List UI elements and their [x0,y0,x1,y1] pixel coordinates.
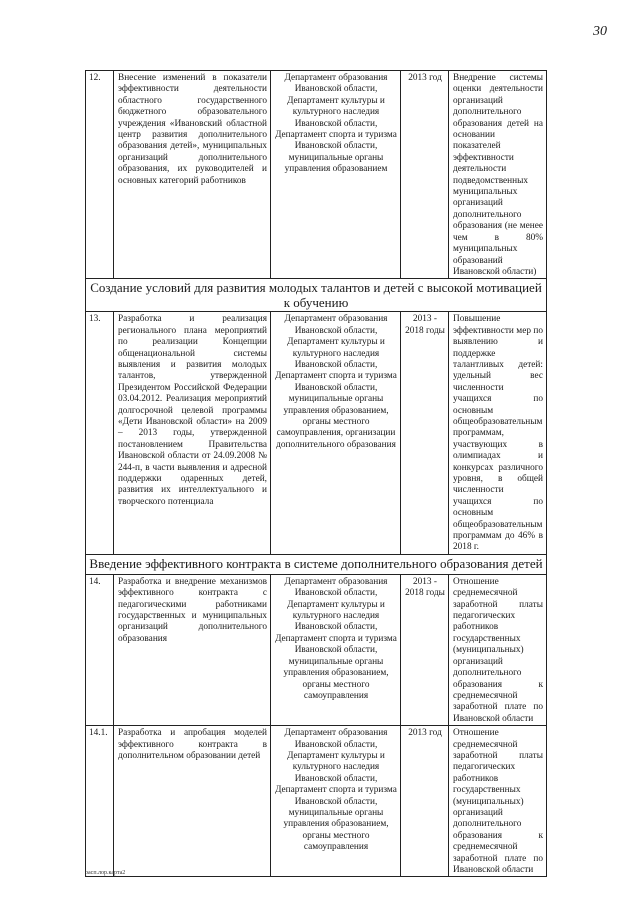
section-header-row [86,279,547,312]
responsible-cell: Департамент образования Ивановской области, Департамент культуры и культурного наследия Ивановской области, Департамент спорта и туризма Ивановской области, муниципальные органы управления образованием, органы местного самоуправления, организации дополнительного образования [271,312,401,555]
responsible-cell: Департамент образования Ивановской области, Департамент культуры и культурного наследия Ивановской области, Департамент спорта и туризма Ивановской области, муниципальные органы управления образованием, органы местного самоуправления [271,574,401,725]
term-cell: 2013 год [401,71,449,279]
section-title: Введение эффективного контракта в системе дополнительного образования детей [86,554,547,574]
table-row [86,726,547,877]
responsible-cell: Департамент образования Ивановской области, Департамент культуры и культурного наследия Ивановской области, Департамент спорта и туризма Ивановской области, муниципальные органы управления образованием, органы местного самоуправления [271,726,401,877]
result-cell: Внедрение системы оценки деятельности организаций дополнительного образования детей на основании показателей эффективности деятельности подведомственных муниципальных организаций дополнительного образования (не менее чем в 80% муниципальных образований Ивановской области) [449,71,547,279]
result-cell: Отношение среднемесячной заработной платы педагогических работников государственных (муниципальных) организаций дополнительного образования к среднемесячной заработной плате по Ивановской области [449,574,547,725]
table-row [86,312,547,555]
measures-table [85,70,547,877]
term-cell: 2013 - 2018 годы [401,312,449,555]
page-number: 30 [593,24,607,39]
term-cell: 2013 год [401,726,449,877]
action-cell: Разработка и реализация регионального плана мероприятий по реализации Концепции общенациональной системы выявления и развития молодых талантов, утвержденной Президентом Российской Федерации 03.04.2012. Реализация мероприятий долгосрочной целевой программы «Дети Ивановской области» на 2009 – 2013 годы, утвержденной постановлением Правительства Ивановской области от 24.09.2008 № 244-п, в части выявления и адресной поддержки одаренных детей, развития их интеллектуального и творческого потенциала [114,312,271,555]
term-cell: 2013 - 2018 годы [401,574,449,725]
row-number: 13. [86,312,114,555]
section-title: Создание условий для развития молодых талантов и детей с высокой мотивацией к обучению [86,279,547,312]
action-cell: Разработка и внедрение механизмов эффективного контракта с педагогическими работниками государственных и муниципальных организаций дополнительного образования [114,574,271,725]
footer-file-label: расп.лор.карта2 [85,870,126,876]
result-cell: Повышение эффективности мер по выявлению и поддержке талантливых детей: удельный вес численности учащихся по основным общеобразовательным программам, участвующих в олимпиадах и конкурсах различного уровня, в общей численности учащихся по основным общеобразовательным программам до 46% в 2018 г. [449,312,547,555]
row-number: 14.1. [86,726,114,877]
table-row [86,71,547,279]
action-cell: Разработка и апробация моделей эффективного контракта в дополнительном образовании детей [114,726,271,877]
section-header-row [86,554,547,574]
table-row [86,574,547,725]
row-number: 14. [86,574,114,725]
responsible-cell: Департамент образования Ивановской области, Департамент культуры и культурного наследия Ивановской области, Департамент спорта и туризма Ивановской области, муниципальные органы управления образованием [271,71,401,279]
row-number: 12. [86,71,114,279]
result-cell: Отношение среднемесячной заработной платы педагогических работников государственных (муниципальных) организаций дополнительного образования к среднемесячной заработной плате по Ивановской области [449,726,547,877]
action-cell: Внесение изменений в показатели эффективности деятельности областного государственного бюджетного образовательного учреждения «Ивановский областной центр развития дополнительного образования детей», муниципальных организаций дополнительного образования, их руководителей и основных категорий работников [114,71,271,279]
